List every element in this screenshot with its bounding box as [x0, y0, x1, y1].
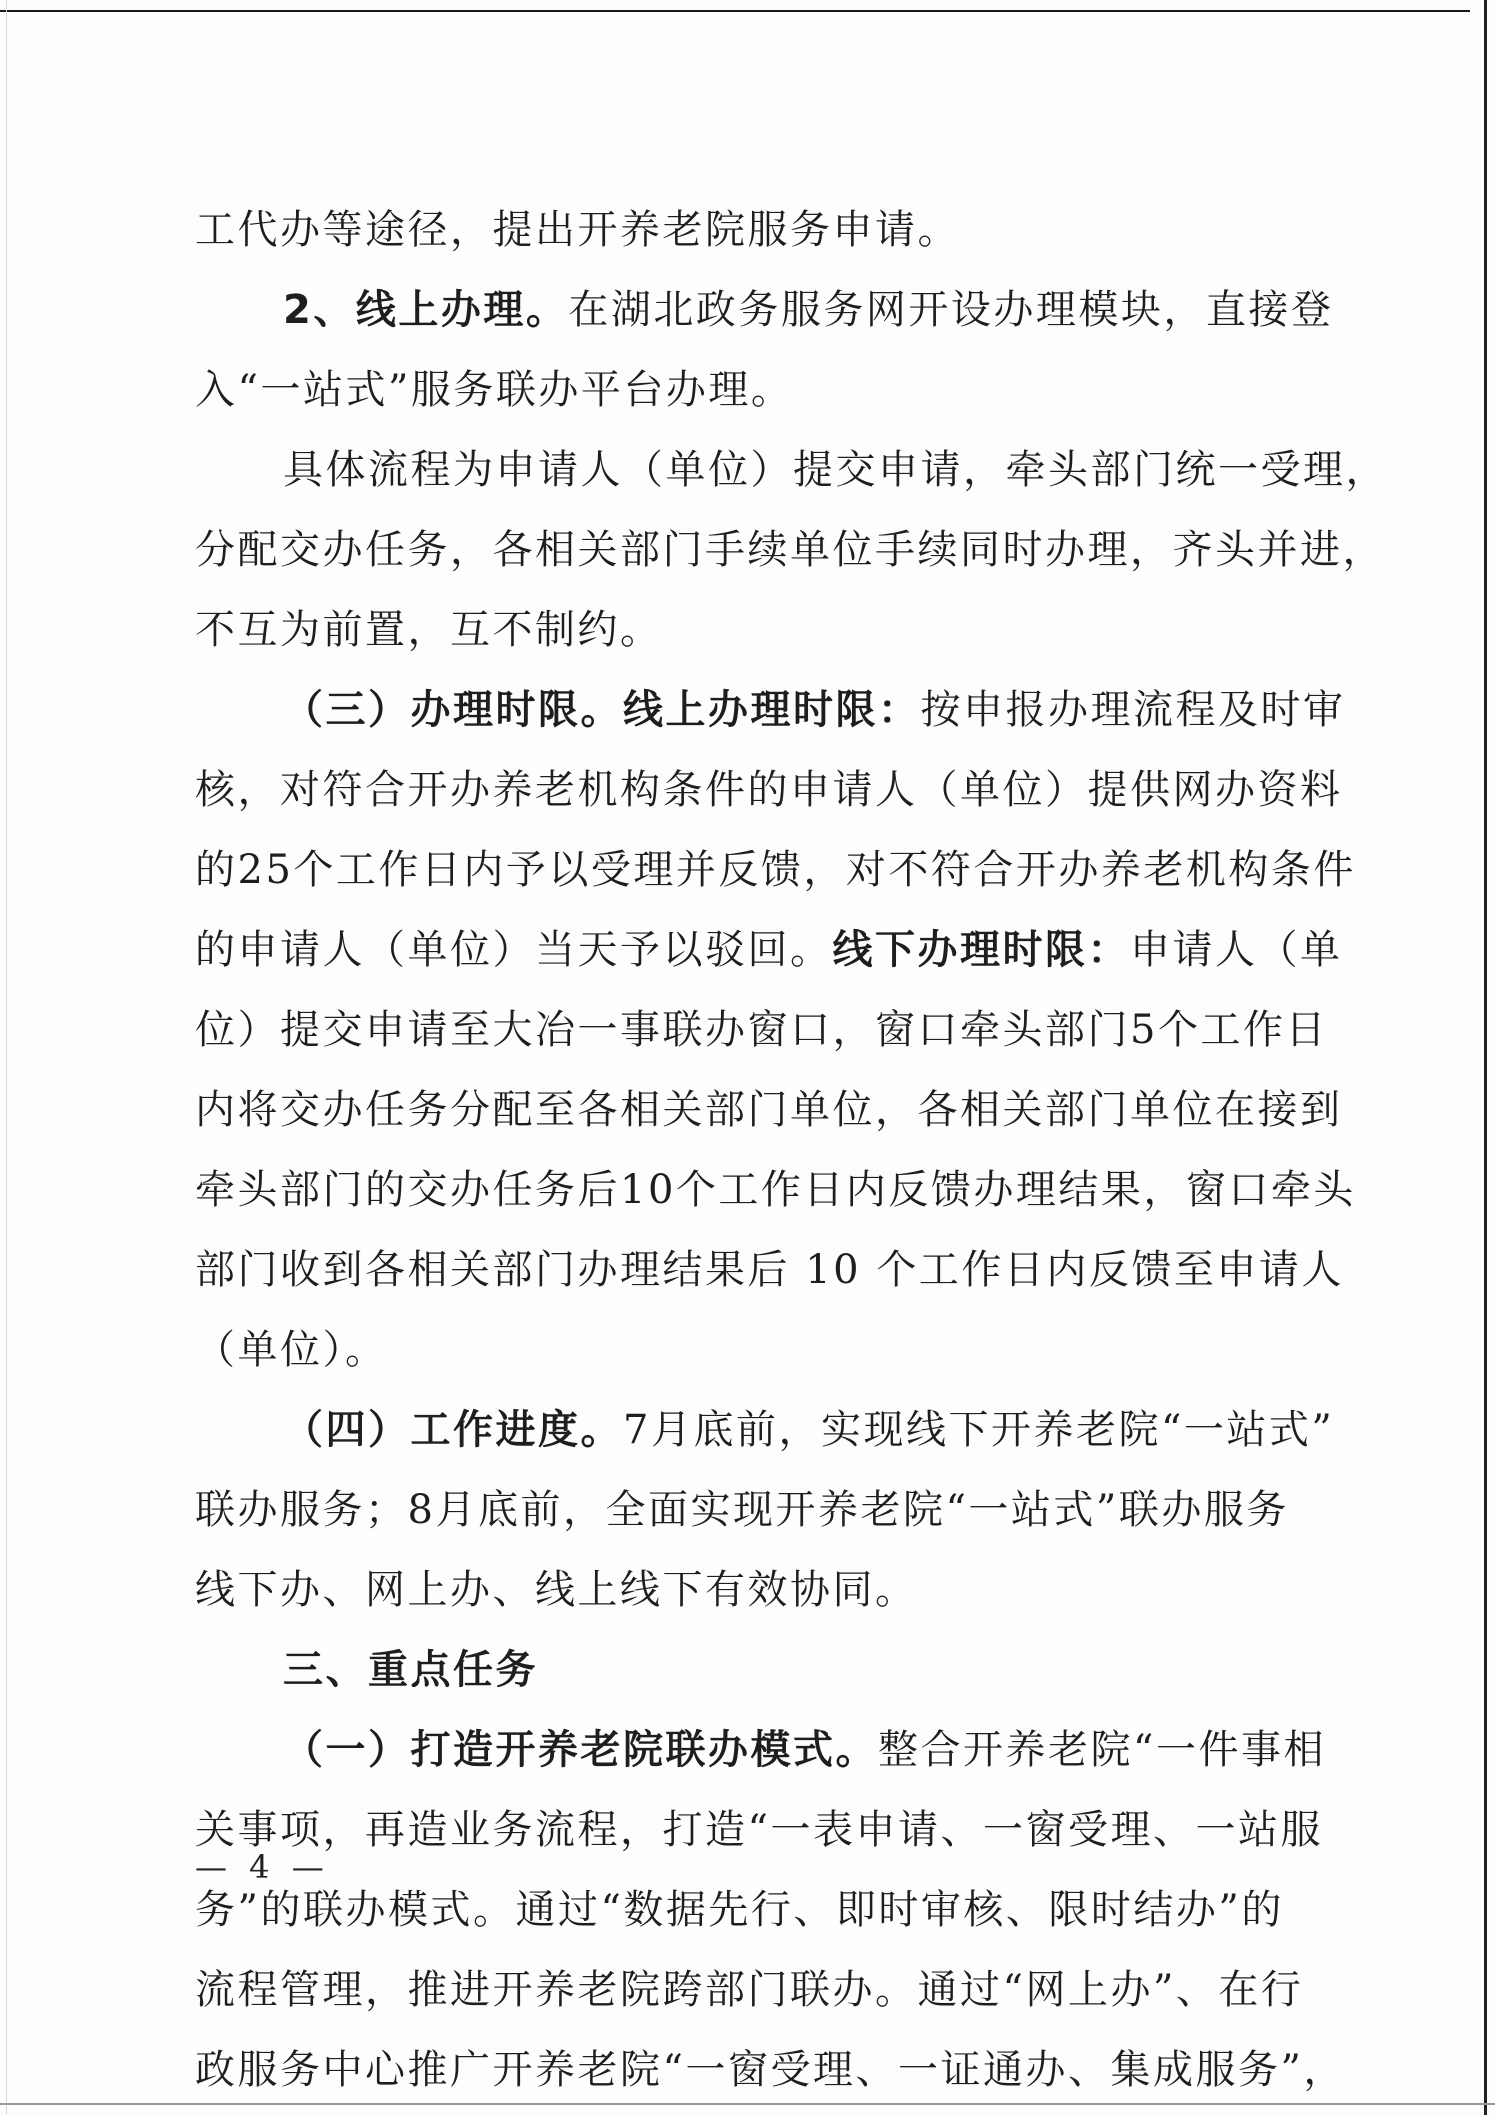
- bold-lead: （三）办理时限。线上办理时限：: [283, 687, 921, 733]
- text-line: 核，对符合开办养老机构条件的申请人（单位）提供网办资料: [195, 767, 1343, 813]
- document-body: [195, 190, 1388, 2110]
- text-line: 线下办、网上办、线上线下有效协同。: [195, 1567, 918, 1613]
- text-line: 分配交办任务，各相关部门手续单位手续同时办理，齐头并进，: [195, 527, 1385, 573]
- bold-lead: （四）工作进度。: [283, 1407, 623, 1453]
- text-span: 7月底前，实现线下开养老院“一站式”: [623, 1407, 1335, 1453]
- text-line: [195, 270, 1334, 350]
- text-line: 位）提交申请至大冶一事联办窗口，窗口牵头部门5个工作日: [195, 1007, 1328, 1053]
- text-line: 入“一站式”服务联办平台办理。: [195, 367, 794, 413]
- text-line: 流程管理，推进开养老院跨部门联办。通过“网上办”、在行: [195, 1967, 1304, 2013]
- bold-lead: （一）打造开养老院联办模式。: [283, 1727, 878, 1773]
- text-line: [195, 910, 1343, 990]
- scan-edge-top: [0, 10, 1470, 12]
- text-line: [195, 1390, 1335, 1470]
- text-span: 在湖北政务服务网开设办理模块，直接登: [568, 287, 1334, 333]
- text-span: 申请人（单: [1130, 927, 1343, 973]
- text-span: 整合开养老院“一件事相: [878, 1727, 1326, 1773]
- text-line: 务”的联办模式。通过“数据先行、即时审核、限时结办”的: [195, 1887, 1284, 1933]
- text-line: 工代办等途径，提出开养老院服务申请。: [195, 207, 960, 253]
- text-line: 关事项，再造业务流程，打造“一表申请、一窗受理、一站服: [195, 1807, 1323, 1853]
- text-line: 政服务中心推广开养老院“一窗受理、一证通办、集成服务”，: [195, 2047, 1346, 2093]
- text-line: 具体流程为申请人（单位）提交申请，牵头部门统一受理，: [283, 447, 1388, 493]
- text-span: 的申请人（单位）当天予以驳回。: [195, 927, 833, 973]
- page-number: — 4 —: [195, 1848, 330, 1886]
- text-line: 联办服务；8月底前，全面实现开养老院“一站式”联办服务: [195, 1487, 1289, 1533]
- text-line: 的25个工作日内予以受理并反馈，对不符合开办养老机构条件: [195, 847, 1356, 893]
- text-line: 不互为前置，互不制约。: [195, 607, 663, 653]
- text-line: 部门收到各相关部门办理结果后 10 个工作日内反馈至申请人: [195, 1247, 1344, 1293]
- bold-lead: 线下办理时限：: [832, 927, 1130, 973]
- text-line: 牵头部门的交办任务后10个工作日内反馈办理结果，窗口牵头: [195, 1167, 1356, 1213]
- bold-lead: 2、线上办理。: [283, 287, 569, 333]
- section-heading: 三、重点任务: [283, 1647, 538, 1693]
- scan-edge-right: [1484, 0, 1487, 2115]
- scan-edge-left: [6, 0, 7, 2115]
- text-line: （单位）。: [195, 1327, 388, 1373]
- text-line: 内将交办任务分配至各相关部门单位，各相关部门单位在接到: [195, 1087, 1343, 1133]
- text-span: 按申报办理流程及时审: [920, 687, 1346, 733]
- text-line: [195, 670, 1346, 750]
- text-line: [195, 1710, 1326, 1790]
